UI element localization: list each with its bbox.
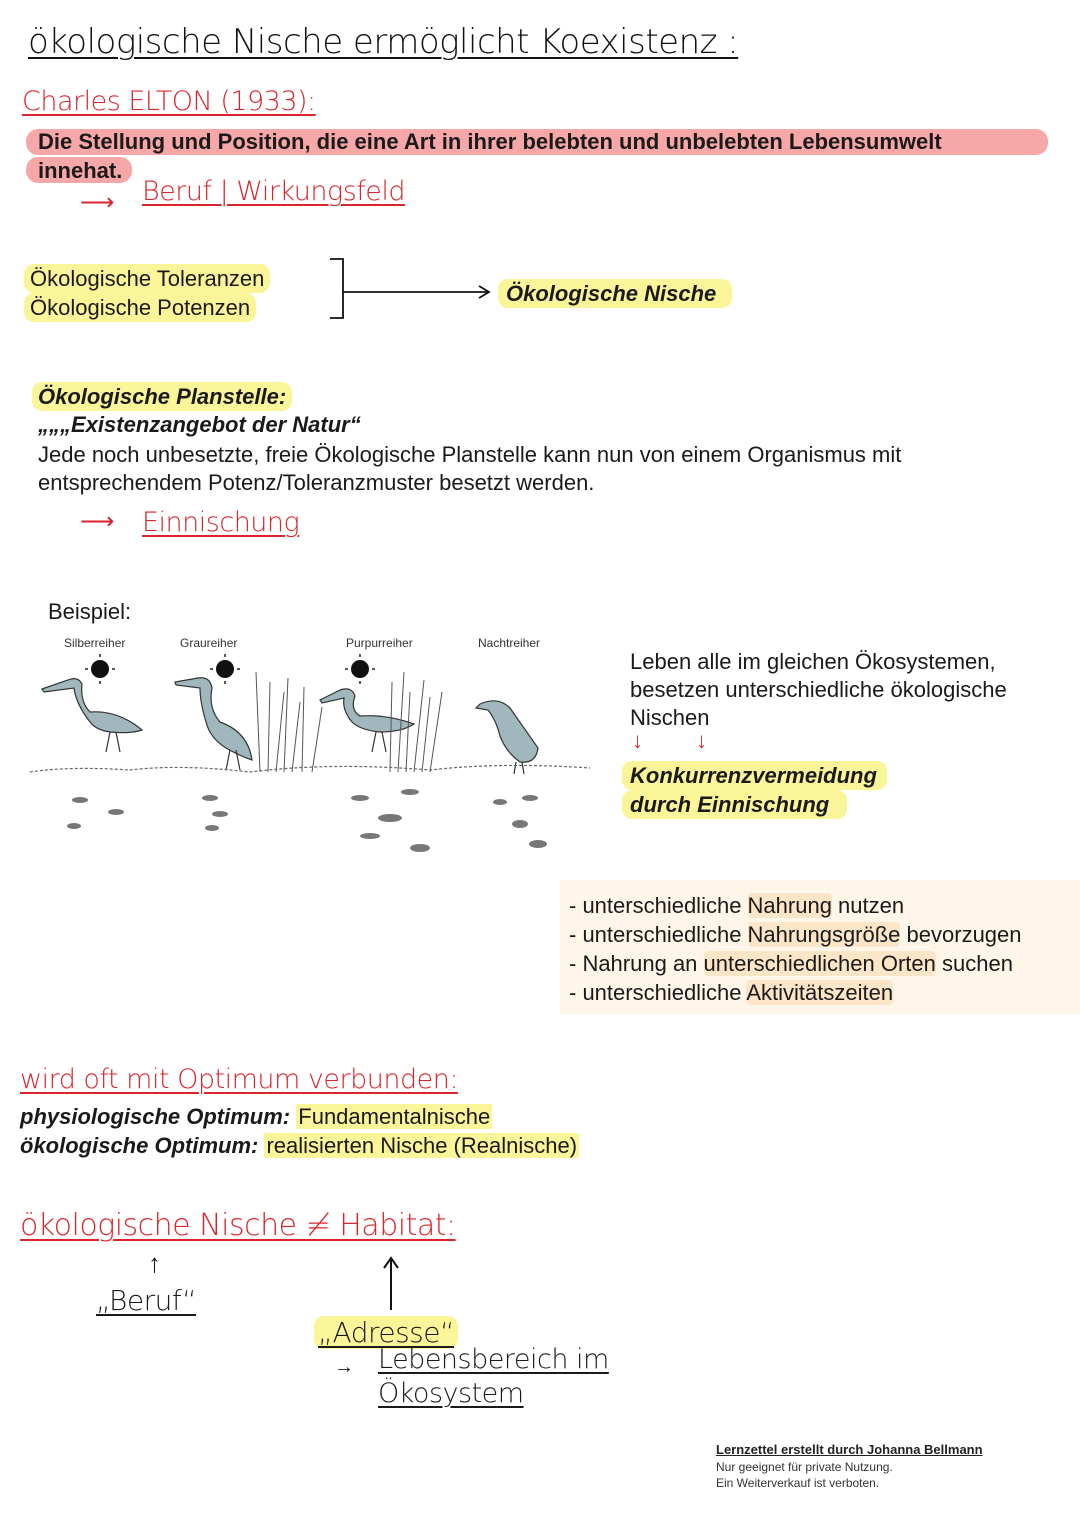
konkurrenz-line2: durch Einnischung [622,790,847,819]
beruf-wirkungsfeld: Beruf | Wirkungsfeld [142,176,406,207]
optimum-heading: wird oft mit Optimum verbunden: [20,1064,458,1095]
up-arrow-icon: ↑ [148,1248,161,1278]
beispiel-desc-line3: Nischen [630,705,710,730]
optimum-line2: ökologische Optimum: realisierten Nische (Realnische) [20,1133,578,1158]
footer-author: Lernzettel erstellt durch Johanna Bellmann [716,1442,983,1457]
bird-label: Nachtreiher [478,636,541,650]
lebensbereich-line1: Lebensbereich im [378,1344,609,1375]
elton-heading: Charles ELTON (1933): [22,86,316,117]
footer-note2: Ein Weiterverkauf ist verboten. [716,1476,880,1490]
bird-label: Purpurreiher [346,636,413,650]
strategies-list [569,891,1022,1007]
beruf-label: „Beruf“ [96,1284,197,1317]
planstelle-heading: Ökologische Planstelle: [32,382,292,411]
potenzen-label: Ökologische Potenzen [24,293,256,322]
toleranzen-label: Ökologische Toleranzen [24,264,270,293]
arrow-icon: → [334,1356,354,1378]
bird-label: Graureiher [180,636,238,650]
beispiel-desc-line1: Leben alle im gleichen Ökosystemen, [630,649,996,674]
arrow-icon: ⟶ [80,189,115,216]
planstelle-text2: entsprechendem Potenz/Toleranzmuster besetzt werden. [38,470,595,495]
beispiel-label: Beispiel: [48,599,132,624]
strategy-item: - unterschiedliche Nahrungsgröße bevorzugen [569,922,1022,947]
moon-icon [535,662,560,696]
strategy-item: - unterschiedliche Nahrung nutzen [569,893,905,918]
heron-illustration [30,652,600,862]
oekologische-nische-result: Ökologische Nische [498,279,732,308]
habitat-heading: ökologische Nische ≠ Habitat: [20,1208,456,1243]
konkurrenz-line1: Konkurrenzvermeidung [622,761,887,790]
footer-note1: Nur geeignet für private Nutzung. [716,1460,893,1474]
down-arrow-icon: ↓ [632,728,643,753]
bracket-arrow-icon [325,256,500,322]
up-arrow-icon [380,1254,402,1312]
elton-definition-line2: innehat. [38,158,123,183]
planstelle-quote: „„„Existenzangebot der Natur“ [38,412,361,437]
arrow-icon: ⟶ [80,508,115,535]
strategy-item: - unterschiedliche Aktivitätszeiten [569,980,894,1005]
einnischung-label: Einnischung [142,507,300,538]
bird-label: Silberreiher [64,636,126,650]
beispiel-desc-line2: besetzen unterschiedliche ökologische [630,677,1007,702]
adresse-label: „Adresse“ [314,1316,458,1349]
page-title: ökologische Nische ermöglicht Koexistenz : [28,22,739,62]
elton-definition-line1: Die Stellung und Position, die eine Art in ihrer belebten und unbelebten Lebensumwelt [38,129,942,154]
sun-icon [91,660,369,678]
planstelle-text1: Jede noch unbesetzte, freie Ökologische Planstelle kann nun von einem Organismus mit [38,442,902,467]
strategy-item: - Nahrung an unterschiedlichen Orten suchen [569,951,1013,976]
lebensbereich-line2: Ökosystem [378,1378,524,1409]
down-arrow-icon: ↓ [696,728,707,753]
optimum-line1: physiologische Optimum: Fundamentalnische [20,1104,491,1129]
